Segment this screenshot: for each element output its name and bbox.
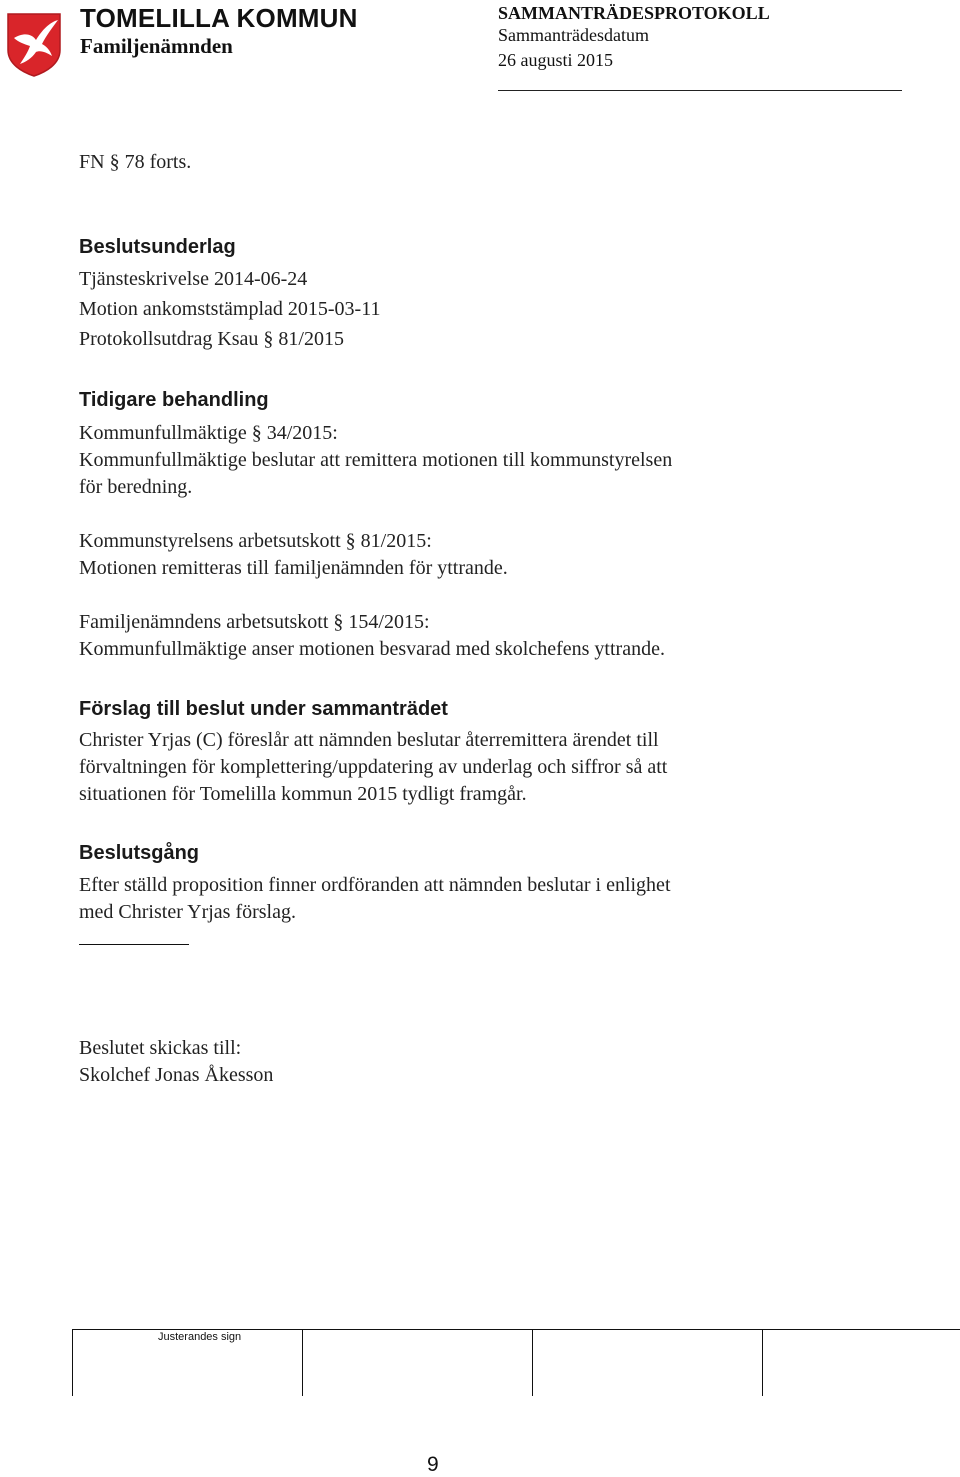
signature-table-top [72, 1329, 960, 1330]
paragraph-line: Efter ställd proposition finner ordföranden att nämnden beslutar i enlighet [79, 874, 671, 896]
heading-tidigare-behandling: Tidigare behandling [79, 389, 269, 411]
org-subtitle: Familjenämnden [80, 34, 233, 58]
page-number: 9 [427, 1453, 439, 1476]
paragraph-line: förvaltningen för komplettering/uppdatering av underlag och siffror så att [79, 756, 668, 778]
org-name: TOMELILLA KOMMUN [80, 3, 358, 33]
paragraph-line: med Christer Yrjas förslag. [79, 901, 296, 923]
meeting-date: 26 augusti 2015 [498, 50, 613, 70]
paragraph-line: Motionen remitteras till familjenämnden för yttrande. [79, 557, 508, 579]
paragraph-line: situationen för Tomelilla kommun 2015 tydligt framgår. [79, 783, 527, 805]
heading-beslutsunderlag: Beslutsunderlag [79, 236, 236, 258]
list-item: Protokollsutdrag Ksau § 81/2015 [79, 328, 344, 350]
paragraph-line: Kommunfullmäktige § 34/2015: [79, 422, 338, 444]
paragraph-line: Kommunfullmäktige anser motionen besvarad med skolchefens yttrande. [79, 638, 665, 660]
municipal-coat-of-arms-icon [6, 12, 62, 78]
signature-field-border [72, 1329, 73, 1396]
distribution-recipient: Skolchef Jonas Åkesson [79, 1064, 274, 1086]
decision-rule [79, 944, 189, 945]
list-item: Tjänsteskrivelse 2014-06-24 [79, 268, 308, 290]
paragraph-line: Kommunstyrelsens arbetsutskott § 81/2015: [79, 530, 432, 552]
heading-forslag: Förslag till beslut under sammanträdet [79, 698, 448, 720]
signature-field-border [762, 1329, 763, 1396]
date-label: Sammanträdesdatum [498, 25, 649, 45]
signature-field-border [532, 1329, 533, 1396]
signature-field-border [302, 1329, 303, 1396]
list-item: Motion ankomststämplad 2015-03-11 [79, 298, 381, 320]
document-type: SAMMANTRÄDESPROTOKOLL [498, 3, 770, 23]
paragraph-line: Christer Yrjas (C) föreslår att nämnden beslutar återremittera ärendet till [79, 729, 659, 751]
paragraph-line: Kommunfullmäktige beslutar att remittera motionen till kommunstyrelsen [79, 449, 673, 471]
distribution-label: Beslutet skickas till: [79, 1037, 242, 1059]
header-divider [498, 90, 902, 91]
section-reference: FN § 78 forts. [79, 151, 192, 173]
heading-beslutsgang: Beslutsgång [79, 842, 200, 864]
paragraph-line: Familjenämndens arbetsutskott § 154/2015: [79, 611, 430, 633]
signature-label: Justerandes sign [158, 1331, 242, 1343]
paragraph-line: för beredning. [79, 476, 193, 498]
